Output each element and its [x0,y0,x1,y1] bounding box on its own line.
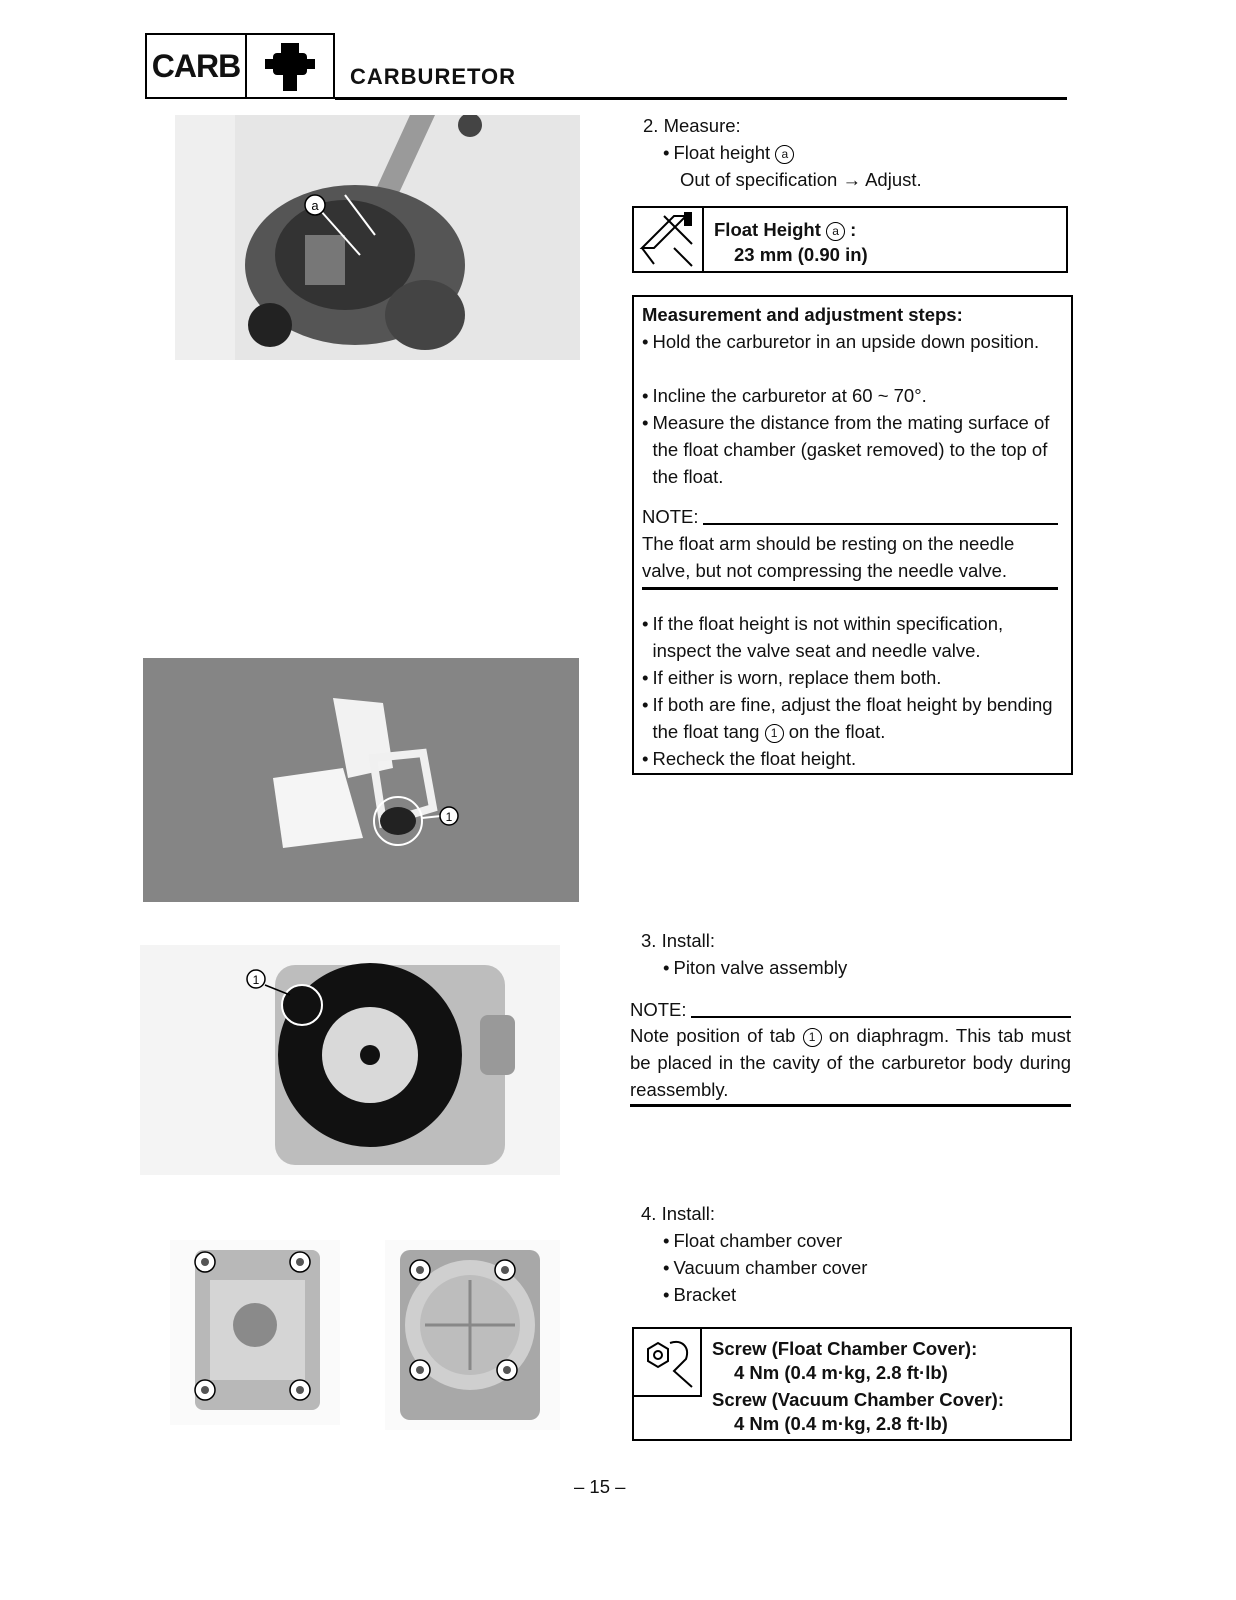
torque1-label: Screw (Float Chamber Cover): [712,1338,978,1359]
tang-text-a: If both are fine, adjust the float height by bending the float tang [652,694,1053,742]
step3-heading: 3. Install: [641,930,716,951]
page-number: – 15 – [574,1476,626,1497]
spec-label-colon: : [850,219,857,240]
caliper-icon [634,208,704,271]
step3-note-text [630,1022,1071,1103]
procedure-step-6-text [652,691,1058,745]
procedure-step-5 [642,664,1058,691]
procedure-step-2 [642,382,1058,409]
step2-item [663,139,794,166]
float-tang-photo [143,658,579,902]
procedure-step-7-text: Recheck the float height. [652,748,857,769]
step3-item-label: Piton valve assembly [673,957,848,978]
step4-heading: 4. Install: [641,1203,716,1224]
procedure-step-5-text: If either is worn, replace them both. [652,667,942,688]
torque-spec-box [632,1327,1072,1441]
spec-label-ref: a [826,222,845,241]
spec-label-text: Float Height [714,219,821,240]
photo1-callout: a [311,198,319,213]
step3-note-rule [630,1104,1071,1107]
procedure-step-4 [642,610,1058,664]
torque-wrench-icon [634,1329,702,1397]
step3-note-b: on diaphragm. This tab must be placed in the cavity of the carburetor body during reassembly. [630,1025,1072,1100]
header-rule [335,97,1067,100]
diaphragm-photo [140,945,560,1175]
step2-item-ref: a [775,145,794,164]
procedure-step-1 [642,328,1058,355]
step3-note-heading [630,996,1071,1023]
torque2-value: 4 Nm (0.4 m·kg, 2.8 ft·lb) [734,1413,948,1434]
step3-item [663,954,847,981]
step4-item-1-label: Float chamber cover [673,1230,843,1251]
procedure-title: Measurement and adjustment steps: [642,304,963,325]
step2-result: Out of specification → Adjust. [680,169,922,190]
float-height-spec-label [714,216,856,243]
procedure-step-7 [642,745,1058,772]
procedure-note-label: NOTE: [642,506,699,527]
procedure-note-rule [642,587,1058,590]
step3-note-ref: 1 [803,1028,822,1047]
torque1-value: 4 Nm (0.4 m·kg, 2.8 ft·lb) [734,1362,948,1383]
procedure-step-2-text: Incline the carburetor at 60 ~ 70°. [652,385,927,406]
section-badge: CARB [145,33,247,99]
float-height-spec-box [632,206,1068,273]
torque2-label: Screw (Vacuum Chamber Cover): [712,1389,1004,1410]
procedure-step-3-text: Measure the distance from the mating surface of the float chamber (gasket removed) to the top of the float. [652,412,1050,487]
procedure-step-4-text: If the float height is not within specification, inspect the valve seat and needle valve. [652,613,1004,661]
float-height-photo [175,115,580,360]
procedure-step-6 [642,691,1058,745]
carburetor-icon [245,33,335,99]
procedure-step-1-text: Hold the carburetor in an upside down position. [652,331,1040,352]
step4-item-3 [663,1281,736,1308]
tang-text-b: on the float. [788,721,886,742]
step4-item-1 [663,1227,842,1254]
step4-item-2 [663,1254,867,1281]
procedure-box [632,295,1073,775]
step2-heading: 2. Measure: [643,115,741,136]
procedure-note-heading [642,503,1058,530]
float-chamber-cover-photo [170,1240,340,1425]
photo2-callout: 1 [445,810,453,824]
step3-note-a: Note position of tab [630,1025,796,1046]
tang-ref: 1 [765,724,784,743]
step4-item-2-label: Vacuum chamber cover [673,1257,868,1278]
step2-item-label: Float height [673,142,771,163]
page-title: CARBURETOR [350,64,517,89]
float-height-spec-value: 23 mm (0.90 in) [734,244,868,265]
vacuum-chamber-cover-photo [385,1240,560,1430]
photo3-callout: 1 [252,973,260,987]
step3-note-label: NOTE: [630,999,687,1020]
procedure-step-3 [642,409,1058,490]
step4-item-3-label: Bracket [673,1284,737,1305]
procedure-note-text: The float arm should be resting on the needle valve, but not compressing the needle valve. [642,533,1015,581]
